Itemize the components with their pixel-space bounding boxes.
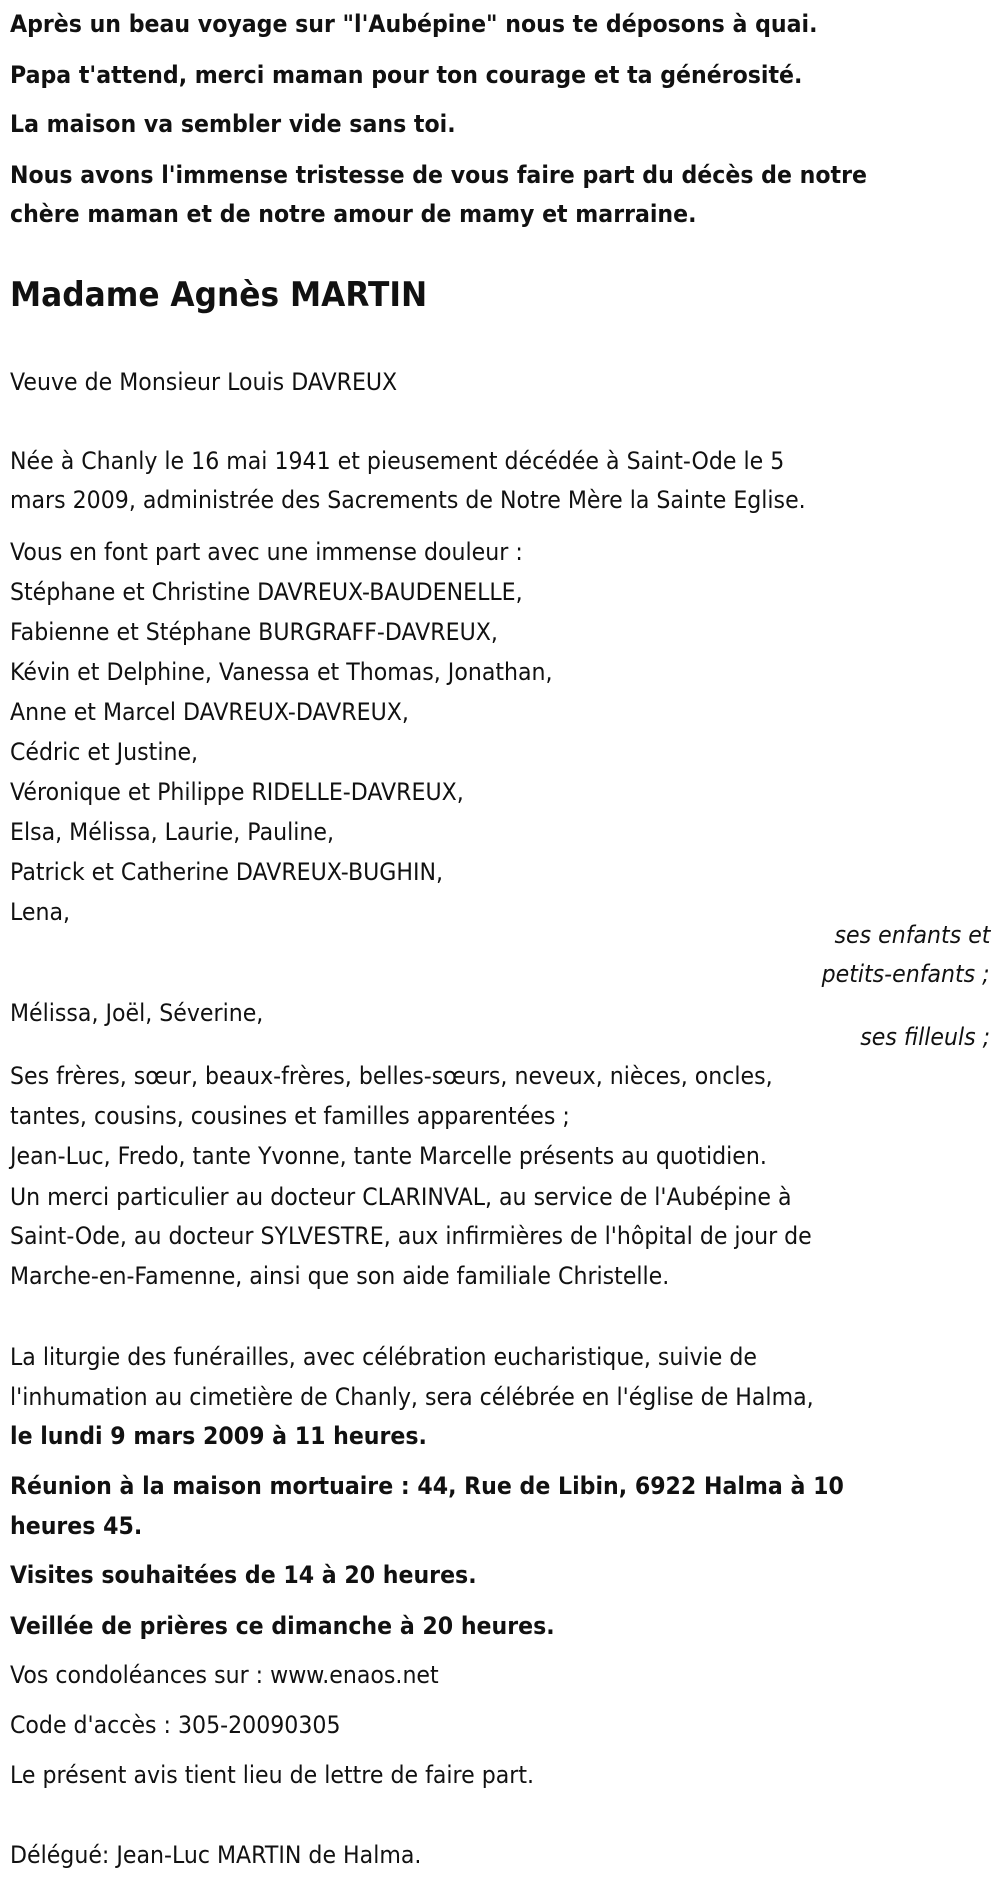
child-line: Véronique et Philippe RIDELLE-DAVREUX,	[10, 778, 464, 806]
child-line: Lena,	[10, 898, 71, 926]
intro-line: Après un beau voyage sur "l'Aubépine" nous te déposons à quai.	[10, 10, 818, 38]
intro-line: Nous avons l'immense tristesse de vous faire part du décès de notre	[10, 161, 867, 189]
child-line: Anne et Marcel DAVREUX-DAVREUX,	[10, 698, 409, 726]
child-line: Elsa, Mélissa, Laurie, Pauline,	[10, 818, 335, 846]
vigil-line: Veillée de prières ce dimanche à 20 heures.	[10, 1612, 555, 1640]
intro-line: La maison va sembler vide sans toi.	[10, 110, 456, 138]
godchildren-line: Mélissa, Joël, Séverine,	[10, 999, 264, 1027]
child-line: Kévin et Delphine, Vanessa et Thomas, Jonathan,	[10, 658, 553, 686]
relatives-line: tantes, cousins, cousines et familles apparentées ;	[10, 1102, 570, 1130]
intro-line: chère maman et de notre amour de mamy et marraine.	[10, 200, 697, 228]
child-line: Patrick et Catherine DAVREUX-BUGHIN,	[10, 858, 444, 886]
thanks-line: Marche-en-Famenne, ainsi que son aide familiale Christelle.	[10, 1262, 670, 1290]
intro-line: Papa t'attend, merci maman pour ton courage et ta générosité.	[10, 61, 803, 89]
birth-death-line: Née à Chanly le 16 mai 1941 et pieusement décédée à Saint-Ode le 5	[10, 447, 785, 475]
visits-line: Visites souhaitées de 14 à 20 heures.	[10, 1561, 477, 1589]
birth-death-line: mars 2009, administrée des Sacrements de Notre Mère la Sainte Eglise.	[10, 486, 806, 514]
children-label: ses enfants et	[834, 921, 990, 949]
relatives-line: Ses frères, sœur, beaux-frères, belles-sœurs, neveux, nièces, oncles,	[10, 1062, 773, 1090]
access-code-line: Code d'accès : 305-20090305	[10, 1711, 341, 1739]
notice-line: Le présent avis tient lieu de lettre de faire part.	[10, 1761, 535, 1789]
child-line: Cédric et Justine,	[10, 738, 199, 766]
child-line: Stéphane et Christine DAVREUX-BAUDENELLE,	[10, 578, 523, 606]
liturgy-line: La liturgie des funérailles, avec célébration eucharistique, suivie de	[10, 1343, 757, 1371]
liturgy-date: le lundi 9 mars 2009 à 11 heures.	[10, 1422, 427, 1450]
meeting-line: heures 45.	[10, 1512, 143, 1540]
deceased-name: Madame Agnès MARTIN	[10, 275, 428, 315]
meeting-line: Réunion à la maison mortuaire : 44, Rue de Libin, 6922 Halma à 10	[10, 1472, 844, 1500]
family-intro: Vous en font part avec une immense douleur :	[10, 538, 523, 566]
relatives-line: Jean-Luc, Fredo, tante Yvonne, tante Marcelle présents au quotidien.	[10, 1142, 767, 1170]
condolences-line: Vos condoléances sur : www.enaos.net	[10, 1661, 439, 1689]
delegate-line: Délégué: Jean-Luc MARTIN de Halma.	[10, 1841, 422, 1869]
thanks-line: Un merci particulier au docteur CLARINVAL, au service de l'Aubépine à	[10, 1183, 792, 1211]
godchildren-label: ses filleuls ;	[860, 1023, 990, 1051]
liturgy-line: l'inhumation au cimetière de Chanly, sera célébrée en l'église de Halma,	[10, 1383, 814, 1411]
widow-line: Veuve de Monsieur Louis DAVREUX	[10, 368, 398, 396]
thanks-line: Saint-Ode, au docteur SYLVESTRE, aux infirmières de l'hôpital de jour de	[10, 1222, 812, 1250]
child-line: Fabienne et Stéphane BURGRAFF-DAVREUX,	[10, 618, 498, 646]
children-label: petits-enfants ;	[821, 960, 990, 988]
